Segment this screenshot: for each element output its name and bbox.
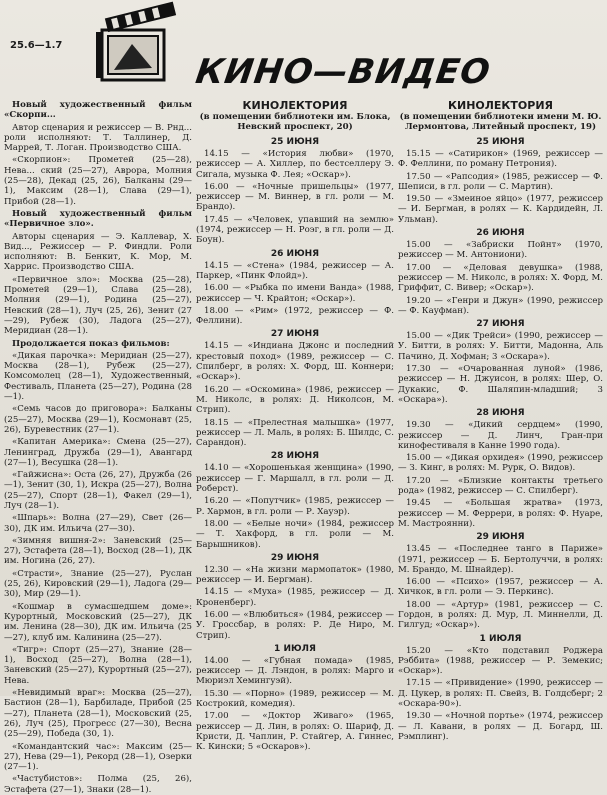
screening-entry: 14.15 — «Муха» (1985, режиссер — Д. Кроненберг). bbox=[196, 587, 394, 608]
announcement-heading: Новый художественный фильм «Скорпи... bbox=[4, 100, 192, 121]
screening-entry: 16.20 — «Попутчик» (1985, режиссер — Р. Хармон, в гл. роли — Р. Хауэр). bbox=[196, 496, 394, 517]
announcement-heading: Новый художественный фильм «Первичное зло». bbox=[4, 208, 192, 230]
screening-entry: 19.30 — «Ночной портье» (1974, режиссер — Л. Кавани, в ролях — Д. Богард, Ш. Рэмплинг). bbox=[398, 711, 603, 742]
film-clapper-icon bbox=[92, 8, 182, 88]
screening-entry: 16.00 — «Ночные пришельцы» (1977, режиссер — М. Виннер, в гл. роли — М. Брандо). bbox=[196, 181, 394, 213]
lectory-title: КИНОЛЕКТОРИЯ bbox=[448, 99, 553, 112]
screening-entry: 18.00 — «Рим» (1972, режиссер — Ф. Феллини). bbox=[196, 305, 394, 327]
screening-entry: 18.00 — «Артур» (1981, режиссер — С. Гордон, в ролях: Д. Мур, Л. Миннелли, Д. Гилгуд; «Оскар»). bbox=[398, 599, 603, 631]
day-heading: 28 ИЮНЯ bbox=[270, 451, 320, 462]
screening-entry: 17.50 — «Рапсодия» (1985, режиссер — Ф. Шеписи, в гл. роли — С. Мартин). bbox=[398, 171, 603, 192]
screening-entry: 14.15 — «История любви» (1970, режиссер — А. Хиллер, по бестселлеру Э. Сигала, музыка Ф. Лея; «Оскар»). bbox=[196, 149, 394, 180]
paragraph: «Семь часов до приговора»: Балканы (25—27), Москва (29—1), Космонавт (25, 26), Буревестник (27—1). bbox=[4, 404, 192, 435]
paragraph: «Шпарь»: Волна (27—29), Свет (26—30), ДК им. Ильича (27—30). bbox=[4, 513, 192, 534]
screening-entry: 16.20 — «Оскомина» (1986, режиссер — М. Николс, в ролях: Д. Николсон, М. Стрип). bbox=[196, 384, 394, 416]
paragraph: «Страсти», Знание (25—27), Руслан (25, 26), Кировский (29—1), Ладога (29—30), Мир (29—1). bbox=[4, 568, 192, 600]
screening-entry: 16.00 — «Психо» (1957, режиссер — А. Хичкок, в гл. роли — Э. Перкинс). bbox=[398, 577, 603, 598]
paragraph: Авторы сценария — Э. Каллевар, X. Вид..., Режиссер — Р. Финдли. Роли исполняют: В. Бенкит, К. Мор, М. Харрис. Производство США. bbox=[4, 231, 192, 273]
screening-entry: 18.15 — «Прелестная малышка» (1977, режиссер — Л. Маль, в ролях: Б. Шилдс, С. Сарандон). bbox=[196, 417, 394, 449]
paragraph: Автор сценария и режиссер — В. Рнд... роли исполняют: Т. Таллинер, Д. Маррей, Т. Логан. Производство США. bbox=[4, 122, 192, 154]
lectory-blok bbox=[196, 99, 394, 753]
screening-entry: 16.00 — «Рыбка по имени Ванда» (1988, режиссер — Ч. Крайтон; «Оскар»). bbox=[196, 283, 394, 304]
screening-entry: 17.30 — «Очарованная луной» (1986, режиссер — Н. Джуисон, в ролях: Шер, О. Дукакис, Ф. Шаляпин-младший; 3 «Оскара»). bbox=[398, 364, 603, 405]
screening-entry: 17.00 — «Доктор Живаго» (1965, режиссер — Д. Лин, в ролях: О. Шариф, Д. Кристи, Д. Чаплин, Р. Стайгер, А. Гиннес, К. Кински; 5 «Оскаров»). bbox=[196, 711, 394, 753]
schedule bbox=[398, 136, 603, 742]
paragraph: «Частубистов»: Полма (25, 26), Эстафета (27—1), Знаки (28—1). bbox=[4, 774, 192, 795]
day-heading: 27 ИЮНЯ bbox=[476, 319, 525, 330]
day-heading: 27 ИЮНЯ bbox=[270, 329, 320, 340]
screening-entry: 13.45 — «Последнее танго в Париже» (1971, режиссер — Б. Бертолуччи, в ролях: М. Брандо, М. Шнайдер). bbox=[398, 544, 603, 575]
schedule bbox=[196, 136, 394, 753]
day-heading: 29 ИЮНЯ bbox=[476, 532, 525, 543]
screening-entry: 19.20 — «Генри и Джун» (1990, режиссер — Ф. Кауфман). bbox=[398, 295, 603, 316]
paragraph: «Первичное зло»: Москва (25—28), Прометей (29—1), Слава (25—28), Молния (29—1), Родина (25—27), Невский (28—1), Луч (25, 26), Зенит (27—29), Рубеж (30), Ладога (25—27), Меридиан (28—1). bbox=[4, 274, 192, 337]
screening-entry: 17.45 — «Человек, упавший на землю» (1974, режиссер — Н. Роэг, в гл. роли — Д. Боун). bbox=[196, 214, 394, 246]
lectory-address: (в помещении библиотеки имени М. Ю. Лермонтова, Литейный проспект, 19) bbox=[399, 112, 602, 132]
screening-entry: 14.00 — «Губная помада» (1985, режиссер — Д. Лэндон, в ролях: Марго и Мюриэл Хемингуэй). bbox=[196, 655, 394, 687]
paragraph: «Кошмар в сумасшедшем доме»: Курортный, Московский (25—27), ДК им. Ленина (28—30), ДК им. Ильича (25—27), клуб им. Калинина (25—27). bbox=[4, 601, 192, 643]
screening-entry: 15.00 — «Дик Трейси» (1990, режиссер — У. Битти, в ролях: У. Битти, Мадонна, Аль Пачино, Д. Хофман; 3 «Оскара»). bbox=[398, 331, 603, 362]
lectory-title: КИНОЛЕКТОРИЯ bbox=[242, 99, 348, 112]
section-title: КИНО—ВИДЕО bbox=[193, 52, 494, 92]
paragraph: «Дикая парочка»: Меридиан (25—27), Москва (28—1), Рубеж (25—27), Комсомолец (28—1), Художественный, Фестиваль, Планета (25—27), Родина (28—1). bbox=[4, 350, 192, 403]
day-heading: 25 ИЮНЯ bbox=[270, 137, 320, 147]
screening-entry: 19.45 — «Большая жратва» (1973, режиссер — М. Феррери, в ролях: Ф. Нуаре, М. Мастроянни). bbox=[398, 498, 603, 529]
screening-entry: 19.50 — «Змеиное яйцо» (1977, режиссер — И. Бергман, в ролях — К. Кардидейн, Л. Ульман). bbox=[398, 194, 603, 225]
announcement-heading: Продолжается показ фильмов: bbox=[12, 338, 170, 349]
day-heading: 29 ИЮНЯ bbox=[270, 552, 320, 563]
screening-entry: 15.30 — «Порно» (1989, режиссер — М. Кострокий, комедия). bbox=[196, 688, 394, 710]
day-heading: 26 ИЮНЯ bbox=[270, 248, 320, 259]
screening-entry: 15.00 — «Дикая орхидея» (1990, режиссер — З. Кинг, в ролях: М. Рурк, О. Видов). bbox=[398, 453, 603, 474]
screening-entry: 15.20 — «Кто подставил Роджера Рэббита» (1988, режиссер — Р. Земекис; «Оскар»). bbox=[398, 645, 603, 677]
screening-entry: 17.20 — «Близкие контакты третьего рода» (1982, режиссер — С. Спилберг). bbox=[398, 475, 603, 497]
screening-entry: 15.00 — «Забриски Пойнт» (1970, режиссер — М. Антониони). bbox=[398, 240, 603, 261]
lectory-address: (в помещении библиотеки им. Блока, Невский проспект, 20) bbox=[199, 112, 391, 132]
screening-entry: 17.00 — «Деловая девушка» (1988, режиссер — М. Николс, в ролях: X. Форд, М. Гриффит, С. Вивер; «Оскар»). bbox=[398, 262, 603, 294]
day-heading: 25 ИЮНЯ bbox=[476, 137, 525, 147]
day-heading: 1 ИЮЛЯ bbox=[479, 633, 522, 644]
lectory-lermontov bbox=[398, 99, 603, 742]
screening-entry: 14.15 — «Стена» (1984, режиссер — А. Паркер, «Пинк Флойд»). bbox=[196, 260, 394, 281]
screening-entry: 14.10 — «Хорошенькая женщина» (1990, режиссер — Г. Маршалл, в гл. роли — Д. Роберст). bbox=[196, 463, 394, 495]
paragraph: «Капитан Америка»: Смена (25—27), Ленинград, Дружба (29—1), Авангард (27—1), Весушка (28—1). bbox=[4, 437, 192, 468]
day-heading: 28 ИЮНЯ bbox=[476, 408, 525, 419]
screening-entry: 12.30 — «На жизни мармопаток» (1980, режиссер — И. Бергман). bbox=[196, 564, 394, 586]
screening-entry: 15.15 — «Сатирикон» (1969, режиссер — Ф. Феллини, по роману Петрония). bbox=[398, 149, 603, 170]
left-column bbox=[4, 100, 192, 795]
paragraph: «Невидимый враг»: Москва (25—27), Бастион (28—1), Барбиладе, Прибой (25—27), Планета (28—1), Московский (25, 26), Луч (25), Прогресс (27—30), Весна (25—29), Победа (30, 1). bbox=[4, 688, 192, 740]
screening-entry: 14.15 — «Индиана Джонс и последний крестовый поход» (1989, режиссер — С. Спилберг, в ролях: X. Форд, Ш. Коннери; «Оскар»). bbox=[196, 341, 394, 383]
day-heading: 26 ИЮНЯ bbox=[476, 228, 525, 239]
paragraph: «Командантский час»: Максим (25—27), Нева (29—1), Рекорд (28—1), Озерки (27—1). bbox=[4, 741, 192, 773]
screening-entry: 19.30 — «Дикий сердцем» (1990, режиссер — Д. Линч, Гран-при кинофестиваля в Канне 1990 года). bbox=[398, 420, 603, 451]
paragraph: «Скорпион»: Прометей (25—28), Нева... ский (25—27), Аврора, Молния (25—28), Декад (25, 26), Балканы (29—1), Максим (28—1), Слава (29—1), Прибой (28—1). bbox=[4, 155, 192, 207]
date-range: 25.6—1.7 bbox=[10, 40, 63, 51]
screening-entry: 17.15 — «Привидение» (1990, режиссер — Д. Цукер, в ролях: П. Свейз, В. Голдсберг; 2 «Оскара-90»). bbox=[398, 678, 603, 710]
paragraph: «Тигр»: Спорт (25—27), Знание (28—1), Восход (25—27), Волна (28—1), Заневский (25—27), Курортный (25—27), Нева. bbox=[4, 644, 192, 686]
day-heading: 1 ИЮЛЯ bbox=[274, 643, 316, 654]
paragraph: «Зимняя вишня-2»: Заневский (25—27), Эстафета (28—1), Восход (28—1), ДК им. Ногина (26, 27). bbox=[4, 535, 192, 567]
paragraph: «Гайжисна»: Оста (26, 27), Дружба (26—1), Зенит (30, 1), Искра (25—27), Волна (25—27), Спорт (28—1), Факел (29—1), Луч (28—1). bbox=[4, 470, 192, 511]
screening-entry: 16.00 — «Влюбиться» (1984, режиссер — У. Гроссбар, в ролях: Р. Де Ниро, М. Стрип). bbox=[196, 609, 394, 641]
screening-entry: 18.00 — «Белые ночи» (1984, режиссер — Т. Хакфорд, в гл. роли — М. Барышников). bbox=[196, 518, 394, 550]
